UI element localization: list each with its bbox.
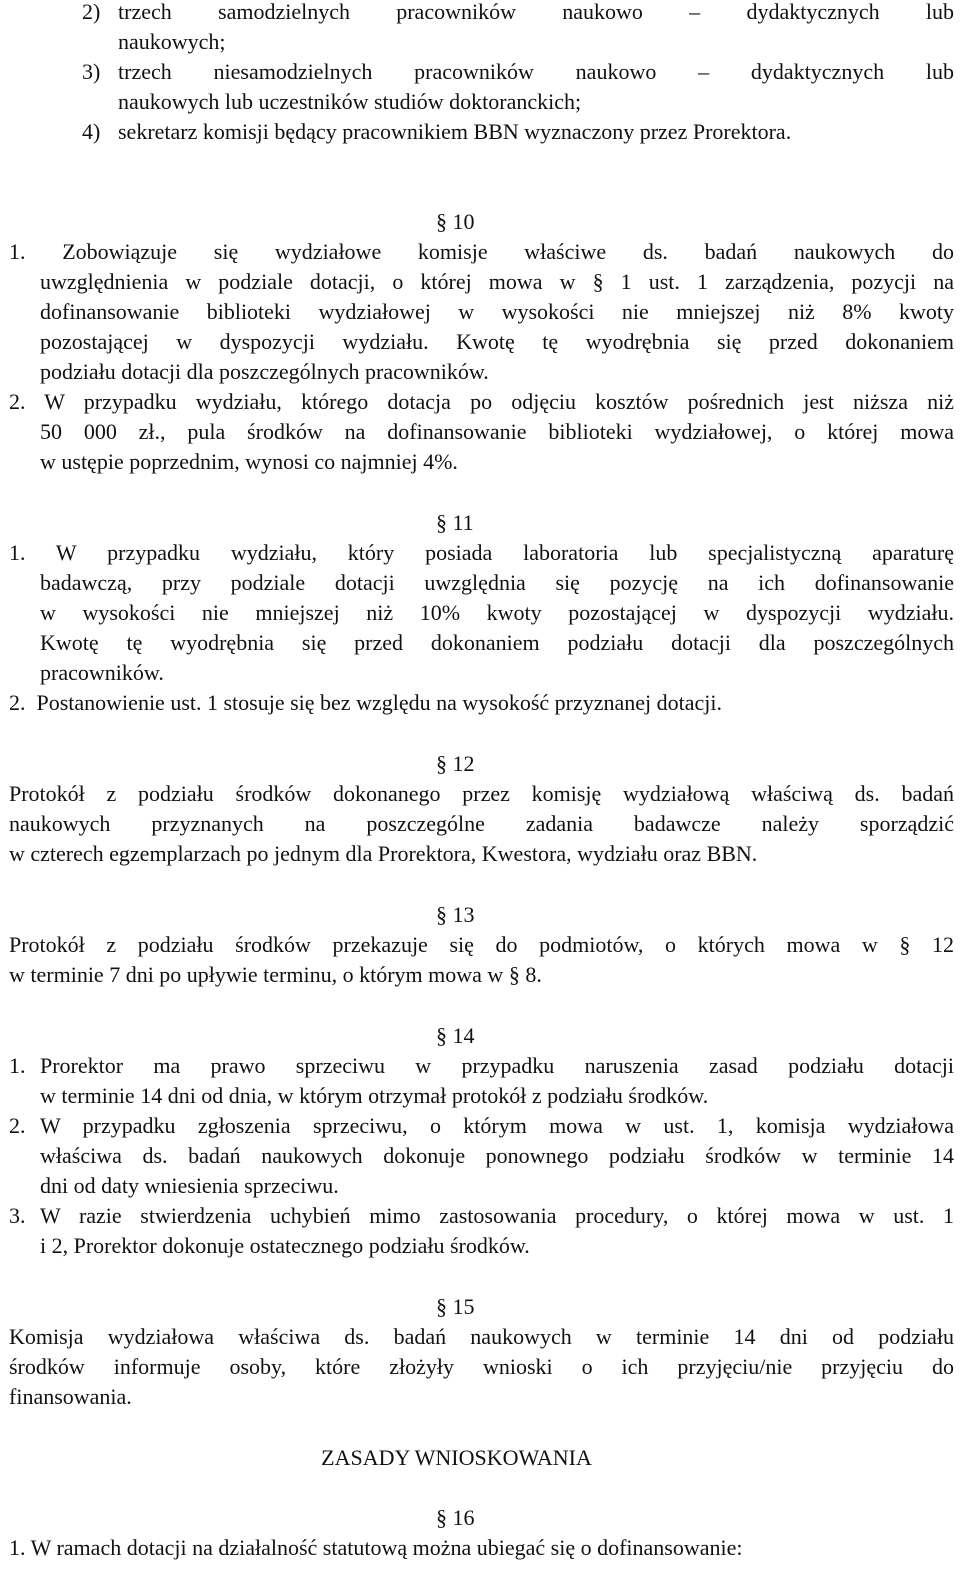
list-item-text: trzech samodzielnych pracowników naukowo – dydaktycznych lub bbox=[118, 0, 954, 24]
list-item-text: trzech niesamodzielnych pracowników naukowo – dydaktycznych lub bbox=[118, 59, 954, 84]
section-heading: § 12 bbox=[436, 751, 475, 776]
section-title: ZASADY WNIOSKOWANIA bbox=[321, 1445, 592, 1470]
list-number: 3) bbox=[82, 59, 101, 84]
list-number: 2. bbox=[9, 1113, 26, 1138]
paragraph-line: w ustępie poprzednim, wynosi co najmniej 4%. bbox=[40, 449, 458, 474]
paragraph-line: uwzględnienia w podziale dotacji, o której mowa w § 1 ust. 1 zarządzenia, pozycji na bbox=[40, 269, 954, 294]
list-number: 4) bbox=[82, 119, 101, 144]
paragraph-line: w terminie 7 dni po upływie terminu, o którym mowa w § 8. bbox=[9, 962, 542, 987]
section-heading: § 10 bbox=[436, 209, 475, 234]
paragraph-line: Kwotę tę wyodrębnia się przed dokonaniem podziału dotacji dla poszczególnych bbox=[40, 630, 954, 655]
list-number: 3. bbox=[9, 1203, 26, 1228]
section-heading: § 16 bbox=[436, 1505, 475, 1530]
list-item-text: naukowych lub uczestników studiów doktoranckich; bbox=[118, 89, 582, 114]
list-number: 1. bbox=[9, 1053, 26, 1078]
list-item-text: naukowych; bbox=[118, 29, 226, 54]
paragraph-line: finansowania. bbox=[9, 1384, 132, 1409]
list-item-text: i 2, Prorektor dokonuje ostatecznego podziału środków. bbox=[40, 1233, 530, 1258]
paragraph-line: 1. W przypadku wydziału, który posiada laboratoria lub specjalistyczną aparaturę bbox=[9, 540, 954, 565]
paragraph-line: pracowników. bbox=[40, 660, 164, 685]
list-item-text: Prorektor ma prawo sprzeciwu w przypadku naruszenia zasad podziału dotacji bbox=[40, 1053, 954, 1078]
section-heading: § 15 bbox=[436, 1294, 475, 1319]
list-item-text: w terminie 14 dni od dnia, w którym otrzymał protokół z podziału środków. bbox=[40, 1083, 709, 1108]
list-number: 2) bbox=[82, 0, 101, 24]
paragraph-line: pozostającej w dyspozycji wydziału. Kwotę tę wyodrębnia się przed dokonaniem bbox=[40, 329, 954, 354]
paragraph-line: dofinansowanie biblioteki wydziałowej w wysokości nie mniejszej niż 8% kwoty bbox=[40, 299, 954, 324]
paragraph-line: w wysokości nie mniejszej niż 10% kwoty pozostającej w dyspozycji wydziału. bbox=[40, 600, 954, 625]
paragraph-line: środków informuje osoby, które złożyły wnioski o ich przyjęciu/nie przyjęciu do bbox=[9, 1354, 954, 1379]
paragraph-line: podziału dotacji dla poszczególnych pracowników. bbox=[40, 359, 489, 384]
section-heading: § 13 bbox=[436, 902, 475, 927]
section-heading: § 11 bbox=[436, 510, 474, 535]
paragraph-line: 1. Zobowiązuje się wydziałowe komisje właściwe ds. badań naukowych do bbox=[9, 239, 954, 264]
list-item-text: W razie stwierdzenia uchybień mimo zastosowania procedury, o której mowa w ust. 1 bbox=[40, 1203, 954, 1228]
paragraph-line: 50 000 zł., pula środków na dofinansowanie biblioteki wydziałowej, o której mowa bbox=[40, 419, 954, 444]
paragraph-line: 1. W ramach dotacji na działalność statutową można ubiegać się o dofinansowanie: bbox=[9, 1535, 743, 1560]
paragraph-line: Komisja wydziałowa właściwa ds. badań naukowych w terminie 14 dni od podziału bbox=[9, 1324, 954, 1349]
paragraph-line: Protokół z podziału środków przekazuje się do podmiotów, o których mowa w § 12 bbox=[9, 932, 954, 957]
list-item-text: dni od daty wniesienia sprzeciwu. bbox=[40, 1173, 339, 1198]
paragraph-line: Protokół z podziału środków dokonanego przez komisję wydziałową właściwą ds. badań bbox=[9, 781, 954, 806]
paragraph-line: badawczą, przy podziale dotacji uwzględnia się pozycję na ich dofinansowanie bbox=[40, 570, 954, 595]
list-item-text: W przypadku zgłoszenia sprzeciwu, o którym mowa w ust. 1, komisja wydziałowa bbox=[40, 1113, 954, 1138]
list-item-text: właściwa ds. badań naukowych dokonuje ponownego podziału środków w terminie 14 bbox=[40, 1143, 954, 1168]
paragraph-line: 2. Postanowienie ust. 1 stosuje się bez względu na wysokość przyznanej dotacji. bbox=[9, 690, 723, 715]
paragraph-line: 2. W przypadku wydziału, którego dotacja po odjęciu kosztów pośrednich jest niższa niż bbox=[9, 389, 954, 414]
section-heading: § 14 bbox=[436, 1023, 475, 1048]
list-item-text: sekretarz komisji będący pracownikiem BBN wyznaczony przez Prorektora. bbox=[118, 119, 792, 144]
paragraph-line: naukowych przyznanych na poszczególne zadania badawcze należy sporządzić bbox=[9, 811, 954, 836]
paragraph-line: w czterech egzemplarzach po jednym dla Prorektora, Kwestora, wydziału oraz BBN. bbox=[9, 841, 758, 866]
